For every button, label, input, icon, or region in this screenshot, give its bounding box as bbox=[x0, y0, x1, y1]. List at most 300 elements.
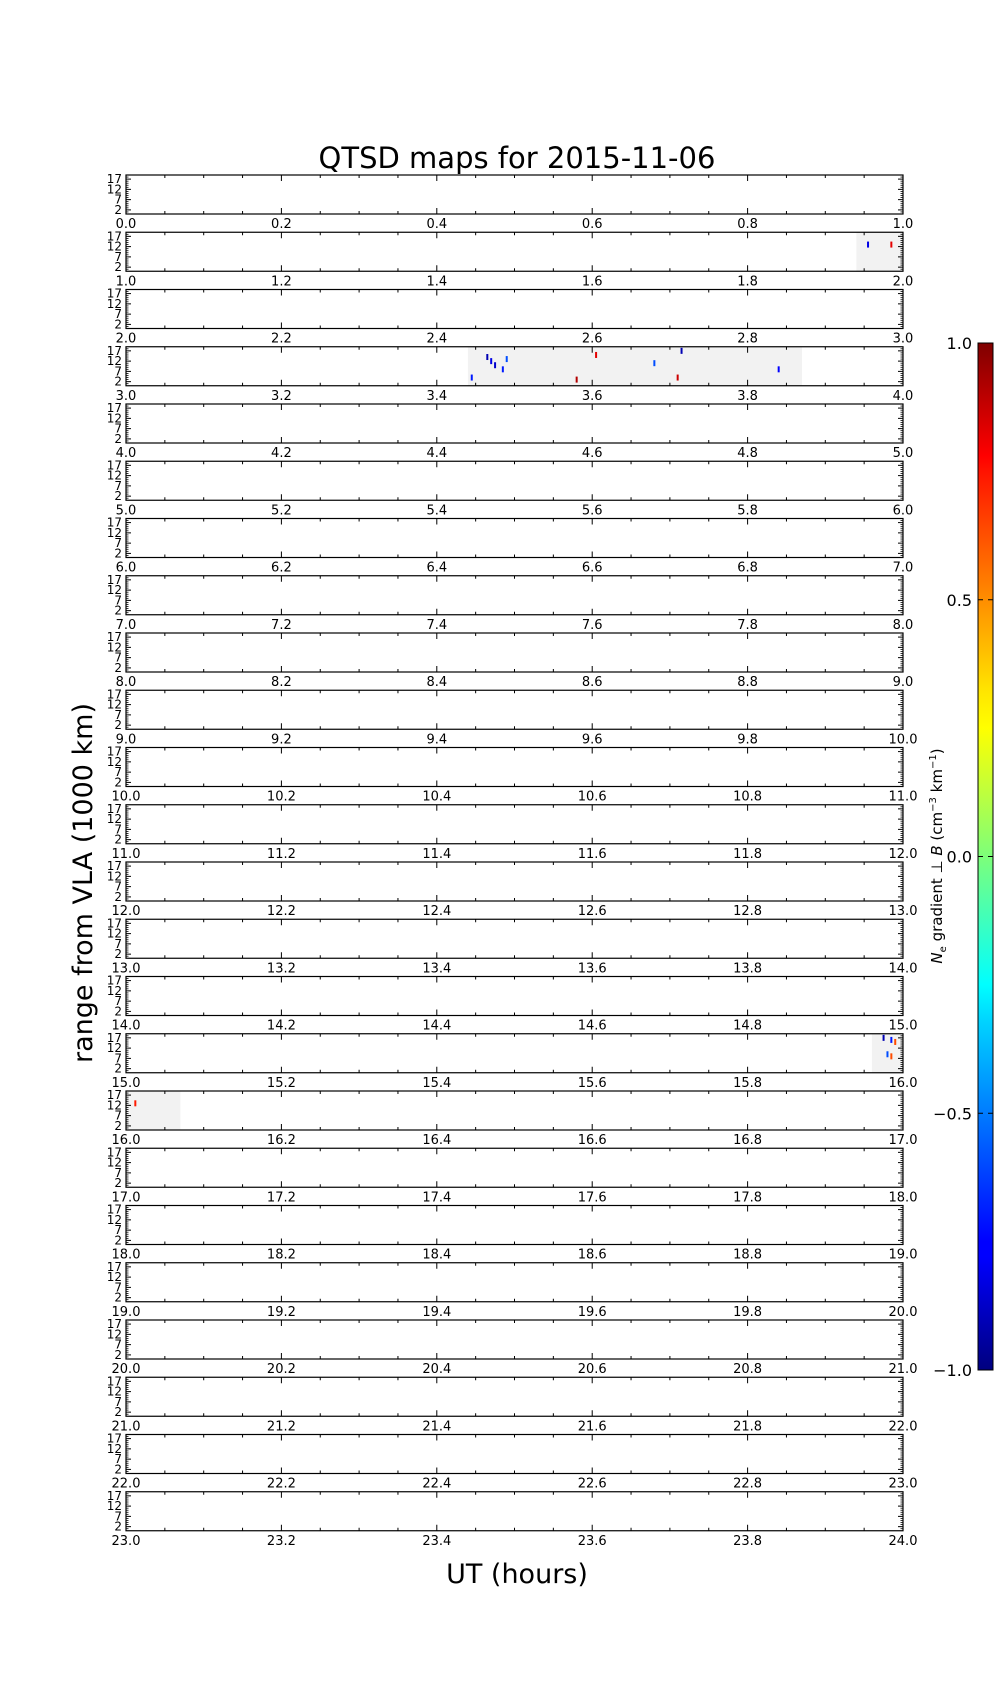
x-tick-label: 21.0 bbox=[111, 1419, 141, 1435]
x-tick-label: 15.4 bbox=[422, 1075, 452, 1091]
label-b-symbol: B bbox=[928, 845, 946, 856]
y-tick-label: 17 bbox=[106, 401, 122, 416]
y-tick-label: 17 bbox=[106, 630, 122, 645]
x-tick-label: 11.0 bbox=[111, 846, 141, 862]
y-tick-label: 7 bbox=[114, 765, 122, 780]
x-tick-label: 9.0 bbox=[115, 732, 137, 748]
panel-background bbox=[126, 1148, 903, 1187]
x-tick-label: 24.0 bbox=[888, 1533, 918, 1549]
x-tick-label: 23.8 bbox=[733, 1533, 763, 1549]
x-tick-label: 21.6 bbox=[577, 1419, 607, 1435]
x-tick-label: 12.6 bbox=[577, 904, 607, 919]
y-tick-label: 2 bbox=[114, 1462, 122, 1477]
x-tick-label: 20.2 bbox=[266, 1362, 296, 1377]
data-cell bbox=[894, 1039, 896, 1045]
y-tick-label: 2 bbox=[114, 1233, 122, 1248]
x-tick-label: 10.0 bbox=[111, 789, 141, 805]
coverage-region bbox=[856, 232, 903, 271]
x-tick-label: 6.2 bbox=[271, 560, 292, 576]
panel-background bbox=[126, 1435, 903, 1474]
data-cell bbox=[890, 1037, 892, 1043]
x-tick-label: 3.8 bbox=[737, 388, 758, 404]
y-tick-label: 2 bbox=[114, 1405, 122, 1420]
data-cell bbox=[595, 352, 597, 358]
colorbar-label bbox=[928, 748, 949, 963]
x-tick-label: 11.4 bbox=[422, 846, 452, 862]
y-tick-label: 7 bbox=[114, 307, 122, 322]
y-tick-label: 2 bbox=[114, 718, 122, 733]
colorbar bbox=[928, 334, 993, 1380]
x-tick-label: 12.2 bbox=[266, 904, 296, 919]
y-tick-label: 7 bbox=[114, 879, 122, 894]
y-tick-label: 2 bbox=[114, 546, 122, 561]
data-cell bbox=[778, 366, 780, 372]
x-tick-label: 2.6 bbox=[581, 331, 603, 347]
panel-hour-9 bbox=[107, 687, 918, 747]
x-tick-label: 3.0 bbox=[892, 331, 914, 347]
y-tick-label: 12 bbox=[106, 1499, 122, 1514]
y-tick-label: 12 bbox=[106, 983, 122, 998]
x-tick-label: 22.6 bbox=[577, 1476, 607, 1492]
x-tick-label: 17.0 bbox=[111, 1190, 141, 1206]
data-cell bbox=[890, 242, 892, 248]
x-tick-label: 17.8 bbox=[733, 1190, 763, 1206]
x-tick-label: 10.6 bbox=[577, 789, 607, 805]
y-tick-label: 2 bbox=[114, 1519, 122, 1534]
panel-background bbox=[126, 919, 903, 958]
data-cell bbox=[486, 354, 488, 360]
x-tick-label: 20.8 bbox=[733, 1362, 763, 1377]
y-tick-label: 12 bbox=[106, 1327, 122, 1342]
data-cell bbox=[886, 1051, 888, 1057]
x-tick-label: 15.8 bbox=[733, 1075, 763, 1091]
x-tick-label: 20.4 bbox=[422, 1362, 452, 1377]
x-tick-label: 5.0 bbox=[892, 446, 914, 461]
data-cell bbox=[867, 242, 869, 248]
panel-hour-2 bbox=[107, 287, 914, 347]
panel-background bbox=[126, 404, 903, 443]
panel-background bbox=[126, 1377, 903, 1416]
x-tick-label: 23.4 bbox=[422, 1533, 452, 1549]
y-tick-label: 2 bbox=[114, 1118, 122, 1133]
coverage-region bbox=[126, 1091, 180, 1130]
x-tick-label: 16.4 bbox=[422, 1133, 452, 1148]
y-tick-label: 12 bbox=[106, 1098, 122, 1113]
colorbar-tick-label: −0.5 bbox=[933, 1104, 972, 1124]
x-tick-label: 6.8 bbox=[737, 560, 758, 576]
data-cell bbox=[576, 377, 578, 383]
x-tick-label: 19.6 bbox=[577, 1304, 607, 1320]
y-tick-label: 17 bbox=[106, 1317, 122, 1332]
x-tick-label: 22.0 bbox=[111, 1476, 141, 1492]
y-tick-label: 12 bbox=[106, 182, 122, 197]
y-tick-label: 7 bbox=[114, 421, 122, 436]
data-cell bbox=[494, 362, 496, 368]
y-tick-label: 12 bbox=[106, 869, 122, 884]
panel-background bbox=[126, 1091, 903, 1130]
x-tick-label: 19.0 bbox=[111, 1304, 141, 1320]
x-tick-label: 5.2 bbox=[271, 503, 292, 519]
x-tick-label: 6.0 bbox=[115, 560, 137, 576]
y-tick-label: 17 bbox=[106, 343, 122, 358]
x-tick-label: 23.0 bbox=[888, 1476, 918, 1492]
y-tick-label: 17 bbox=[106, 801, 122, 816]
x-tick-label: 17.2 bbox=[266, 1190, 296, 1206]
x-tick-label: 1.0 bbox=[115, 274, 137, 290]
x-tick-label: 13.8 bbox=[733, 961, 763, 977]
y-tick-label: 7 bbox=[114, 936, 122, 951]
x-tick-label: 7.6 bbox=[581, 617, 603, 633]
panel-background bbox=[126, 633, 903, 672]
y-tick-label: 7 bbox=[114, 1165, 122, 1180]
y-tick-label: 17 bbox=[106, 515, 122, 530]
label-cm-exponent: −3 bbox=[928, 797, 939, 812]
panel-hour-5 bbox=[107, 458, 914, 518]
x-tick-label: 15.6 bbox=[577, 1075, 607, 1091]
x-tick-label: 13.2 bbox=[266, 961, 296, 977]
x-tick-label: 1.0 bbox=[892, 217, 914, 232]
panel-background bbox=[126, 1206, 903, 1245]
y-tick-label: 2 bbox=[114, 374, 122, 389]
y-tick-label: 7 bbox=[114, 1452, 122, 1467]
panel-background bbox=[126, 805, 903, 844]
y-tick-label: 7 bbox=[114, 1394, 122, 1409]
data-cell bbox=[471, 375, 473, 381]
panel-background bbox=[126, 1034, 903, 1073]
y-tick-label: 12 bbox=[106, 583, 122, 598]
panel-background bbox=[126, 748, 903, 787]
y-tick-label: 2 bbox=[114, 832, 122, 847]
panel-hour-17 bbox=[107, 1145, 918, 1205]
label-close-paren: ) bbox=[928, 748, 946, 755]
x-tick-label: 9.0 bbox=[892, 675, 914, 690]
panel-hour-21 bbox=[107, 1374, 918, 1434]
x-tick-label: 11.0 bbox=[888, 789, 918, 805]
x-tick-label: 8.0 bbox=[892, 617, 914, 633]
y-tick-label: 7 bbox=[114, 192, 122, 207]
panel-hour-15 bbox=[107, 1031, 918, 1091]
x-tick-label: 16.8 bbox=[733, 1133, 763, 1148]
data-cell bbox=[653, 360, 655, 366]
y-tick-label: 12 bbox=[106, 296, 122, 311]
panel-hour-7 bbox=[107, 573, 914, 633]
data-cell bbox=[677, 375, 679, 381]
y-tick-label: 12 bbox=[106, 1384, 122, 1399]
y-tick-label: 2 bbox=[114, 660, 122, 675]
y-tick-label: 12 bbox=[106, 754, 122, 769]
x-tick-label: 22.2 bbox=[266, 1476, 296, 1492]
y-tick-label: 17 bbox=[106, 859, 122, 874]
panel-background bbox=[126, 1320, 903, 1359]
y-tick-label: 17 bbox=[106, 687, 122, 702]
label-unit-km: km bbox=[928, 769, 946, 798]
x-tick-label: 21.4 bbox=[422, 1419, 452, 1435]
x-tick-label: 10.8 bbox=[733, 789, 763, 805]
x-tick-label: 12.4 bbox=[422, 904, 452, 919]
y-tick-label: 12 bbox=[106, 1041, 122, 1056]
y-tick-label: 12 bbox=[106, 926, 122, 941]
y-tick-label: 17 bbox=[106, 1145, 122, 1160]
x-tick-label: 6.6 bbox=[581, 560, 603, 576]
data-cell bbox=[883, 1035, 885, 1041]
y-tick-label: 12 bbox=[106, 640, 122, 655]
x-tick-label: 8.8 bbox=[737, 675, 758, 690]
x-tick-label: 11.8 bbox=[733, 846, 763, 862]
label-gradient-text: gradient ⊥ bbox=[928, 855, 946, 947]
colorbar-tick-label: 0.5 bbox=[946, 590, 972, 610]
y-tick-label: 2 bbox=[114, 889, 122, 904]
x-tick-label: 20.0 bbox=[888, 1304, 918, 1320]
x-tick-label: 13.6 bbox=[577, 961, 607, 977]
x-tick-label: 0.6 bbox=[581, 217, 603, 232]
y-tick-label: 7 bbox=[114, 536, 122, 551]
x-tick-label: 11.6 bbox=[577, 846, 607, 862]
panel-background bbox=[126, 232, 903, 271]
panel-hour-0 bbox=[107, 172, 914, 232]
y-tick-label: 2 bbox=[114, 1347, 122, 1362]
x-tick-label: 9.2 bbox=[271, 732, 292, 748]
y-tick-label: 17 bbox=[106, 1374, 122, 1389]
x-tick-label: 2.0 bbox=[115, 331, 137, 347]
x-tick-label: 5.8 bbox=[737, 503, 758, 519]
x-tick-label: 3.4 bbox=[426, 388, 448, 404]
y-tick-label: 7 bbox=[114, 707, 122, 722]
x-tick-label: 19.0 bbox=[888, 1247, 918, 1263]
x-tick-label: 9.6 bbox=[581, 732, 603, 748]
y-tick-label: 7 bbox=[114, 1223, 122, 1238]
panel-hour-12 bbox=[107, 859, 918, 919]
panel-hour-23 bbox=[107, 1489, 918, 1549]
y-tick-label: 12 bbox=[106, 1155, 122, 1170]
y-tick-label: 17 bbox=[106, 1431, 122, 1446]
x-tick-label: 17.6 bbox=[577, 1190, 607, 1206]
x-tick-label: 12.0 bbox=[888, 846, 918, 862]
data-cell bbox=[502, 366, 504, 372]
y-tick-label: 7 bbox=[114, 1337, 122, 1352]
x-tick-label: 21.8 bbox=[733, 1419, 763, 1435]
x-tick-label: 22.4 bbox=[422, 1476, 452, 1492]
panel-background bbox=[126, 1263, 903, 1302]
x-tick-label: 18.8 bbox=[733, 1247, 763, 1263]
y-tick-label: 12 bbox=[106, 411, 122, 426]
y-tick-label: 2 bbox=[114, 260, 122, 275]
x-tick-label: 15.0 bbox=[111, 1075, 141, 1091]
y-tick-label: 2 bbox=[114, 1290, 122, 1305]
y-tick-label: 17 bbox=[106, 229, 122, 244]
y-tick-label: 2 bbox=[114, 317, 122, 332]
y-tick-label: 7 bbox=[114, 650, 122, 665]
x-tick-label: 0.4 bbox=[426, 217, 448, 232]
x-tick-label: 18.0 bbox=[888, 1190, 918, 1206]
y-tick-label: 7 bbox=[114, 1280, 122, 1295]
x-tick-label: 7.2 bbox=[271, 617, 292, 633]
x-tick-label: 18.0 bbox=[111, 1247, 141, 1263]
x-tick-label: 1.6 bbox=[581, 274, 603, 290]
x-tick-label: 3.0 bbox=[115, 388, 137, 404]
x-tick-label: 18.6 bbox=[577, 1247, 607, 1263]
x-axis-label: UT (hours) bbox=[446, 1559, 588, 1590]
y-tick-label: 17 bbox=[106, 286, 122, 301]
panel-background bbox=[126, 690, 903, 729]
panel-background bbox=[126, 1492, 903, 1531]
panel-stack bbox=[107, 172, 918, 1549]
x-tick-label: 5.4 bbox=[426, 503, 448, 519]
label-ne-subscript: e bbox=[938, 946, 949, 953]
y-tick-label: 12 bbox=[106, 1270, 122, 1285]
x-tick-label: 0.0 bbox=[115, 217, 137, 232]
x-tick-label: 7.4 bbox=[426, 617, 448, 633]
y-tick-label: 7 bbox=[114, 1108, 122, 1123]
y-tick-label: 7 bbox=[114, 994, 122, 1009]
panel-hour-1 bbox=[107, 229, 914, 289]
x-tick-label: 6.0 bbox=[892, 503, 914, 519]
x-tick-label: 2.2 bbox=[271, 331, 292, 347]
panel-hour-22 bbox=[107, 1432, 918, 1492]
x-tick-label: 12.8 bbox=[733, 904, 763, 919]
y-tick-label: 7 bbox=[114, 249, 122, 264]
x-tick-label: 1.4 bbox=[426, 274, 448, 290]
y-tick-label: 2 bbox=[114, 1176, 122, 1191]
label-km-exponent: −1 bbox=[928, 754, 939, 770]
y-tick-label: 2 bbox=[114, 489, 122, 504]
x-tick-label: 18.4 bbox=[422, 1247, 452, 1263]
x-tick-label: 7.0 bbox=[115, 617, 137, 633]
x-tick-label: 16.0 bbox=[888, 1075, 918, 1091]
y-tick-label: 17 bbox=[106, 572, 122, 587]
x-tick-label: 18.2 bbox=[266, 1247, 296, 1263]
x-tick-label: 15.2 bbox=[266, 1075, 296, 1091]
x-tick-label: 4.4 bbox=[426, 446, 448, 461]
x-tick-label: 23.0 bbox=[111, 1533, 141, 1549]
panel-hour-18 bbox=[107, 1203, 918, 1263]
y-tick-label: 12 bbox=[106, 239, 122, 254]
data-cell bbox=[506, 356, 508, 362]
x-tick-label: 10.2 bbox=[266, 789, 296, 805]
y-tick-label: 17 bbox=[106, 1488, 122, 1503]
x-tick-label: 16.0 bbox=[111, 1133, 141, 1148]
y-tick-label: 17 bbox=[106, 1259, 122, 1274]
x-tick-label: 8.4 bbox=[426, 675, 448, 690]
x-tick-label: 19.2 bbox=[266, 1304, 296, 1320]
panel-background bbox=[126, 519, 903, 558]
panel-background bbox=[126, 977, 903, 1016]
y-tick-label: 12 bbox=[106, 1441, 122, 1456]
y-tick-label: 17 bbox=[106, 1030, 122, 1045]
panel-hour-10 bbox=[107, 745, 918, 805]
x-tick-label: 9.8 bbox=[737, 732, 758, 748]
x-tick-label: 0.8 bbox=[737, 217, 758, 232]
x-tick-label: 13.0 bbox=[111, 961, 141, 977]
y-tick-label: 12 bbox=[106, 812, 122, 827]
x-tick-label: 5.0 bbox=[115, 503, 137, 519]
y-tick-label: 12 bbox=[106, 525, 122, 540]
panel-hour-13 bbox=[107, 916, 918, 976]
x-tick-label: 2.0 bbox=[892, 274, 914, 290]
x-tick-label: 20.0 bbox=[111, 1362, 141, 1377]
colorbar-tick-label: 1.0 bbox=[946, 334, 972, 353]
y-tick-label: 12 bbox=[106, 697, 122, 712]
x-tick-label: 10.0 bbox=[888, 732, 918, 748]
x-tick-label: 16.6 bbox=[577, 1133, 607, 1148]
x-tick-label: 2.4 bbox=[426, 331, 448, 347]
panel-hour-8 bbox=[107, 630, 914, 690]
x-tick-label: 7.0 bbox=[892, 560, 914, 576]
y-tick-label: 17 bbox=[106, 744, 122, 759]
y-tick-label: 2 bbox=[114, 1061, 122, 1076]
y-tick-label: 2 bbox=[114, 1004, 122, 1019]
x-tick-label: 7.8 bbox=[737, 617, 758, 633]
data-cell bbox=[681, 348, 683, 354]
y-tick-label: 17 bbox=[106, 1088, 122, 1103]
colorbar-tick-label: 0.0 bbox=[946, 847, 972, 867]
panel-background bbox=[126, 862, 903, 901]
data-cell bbox=[134, 1100, 136, 1106]
x-tick-label: 14.4 bbox=[422, 1018, 452, 1034]
x-tick-label: 8.0 bbox=[115, 675, 137, 690]
coverage-region bbox=[468, 347, 802, 386]
x-tick-label: 3.2 bbox=[271, 388, 292, 404]
x-tick-label: 17.0 bbox=[888, 1133, 918, 1148]
y-tick-label: 2 bbox=[114, 603, 122, 618]
x-tick-label: 4.8 bbox=[737, 446, 758, 461]
x-tick-label: 4.0 bbox=[892, 388, 914, 404]
y-tick-label: 7 bbox=[114, 478, 122, 493]
x-tick-label: 5.6 bbox=[581, 503, 603, 519]
x-tick-label: 15.0 bbox=[888, 1018, 918, 1034]
x-tick-label: 4.0 bbox=[115, 446, 137, 461]
y-tick-label: 7 bbox=[114, 593, 122, 608]
y-tick-label: 17 bbox=[106, 916, 122, 931]
panel-hour-19 bbox=[107, 1260, 918, 1320]
x-tick-label: 19.8 bbox=[733, 1304, 763, 1320]
x-tick-label: 23.6 bbox=[577, 1533, 607, 1549]
x-tick-label: 14.8 bbox=[733, 1018, 763, 1034]
x-tick-label: 4.2 bbox=[271, 446, 292, 461]
x-tick-label: 19.4 bbox=[422, 1304, 452, 1320]
x-tick-label: 6.4 bbox=[426, 560, 448, 576]
x-tick-label: 14.6 bbox=[577, 1018, 607, 1034]
label-ne-symbol: N bbox=[928, 952, 946, 964]
x-tick-label: 8.2 bbox=[271, 675, 292, 690]
panel-hour-20 bbox=[107, 1317, 918, 1377]
x-tick-label: 1.8 bbox=[737, 274, 758, 290]
y-tick-label: 17 bbox=[106, 458, 122, 473]
panel-hour-4 bbox=[107, 401, 914, 461]
y-tick-label: 2 bbox=[114, 431, 122, 446]
panel-background bbox=[126, 175, 903, 214]
x-tick-label: 11.2 bbox=[266, 846, 296, 862]
x-tick-label: 22.8 bbox=[733, 1476, 763, 1492]
y-tick-label: 7 bbox=[114, 822, 122, 837]
panel-hour-14 bbox=[107, 974, 918, 1034]
panel-hour-6 bbox=[107, 516, 914, 576]
panel-background bbox=[126, 290, 903, 329]
x-tick-label: 22.0 bbox=[888, 1419, 918, 1435]
x-tick-label: 4.6 bbox=[581, 446, 603, 461]
x-tick-label: 1.2 bbox=[271, 274, 292, 290]
x-tick-label: 14.2 bbox=[266, 1018, 296, 1034]
chart-title: QTSD maps for 2015-11-06 bbox=[318, 141, 716, 175]
y-tick-label: 2 bbox=[114, 947, 122, 962]
y-tick-label: 12 bbox=[106, 468, 122, 483]
panel-hour-11 bbox=[107, 802, 918, 862]
y-tick-label: 12 bbox=[106, 1212, 122, 1227]
y-tick-label: 17 bbox=[106, 1202, 122, 1217]
x-tick-label: 13.4 bbox=[422, 961, 452, 977]
panel-hour-3 bbox=[107, 344, 914, 404]
data-cell bbox=[890, 1053, 892, 1059]
panel-background bbox=[126, 461, 903, 500]
